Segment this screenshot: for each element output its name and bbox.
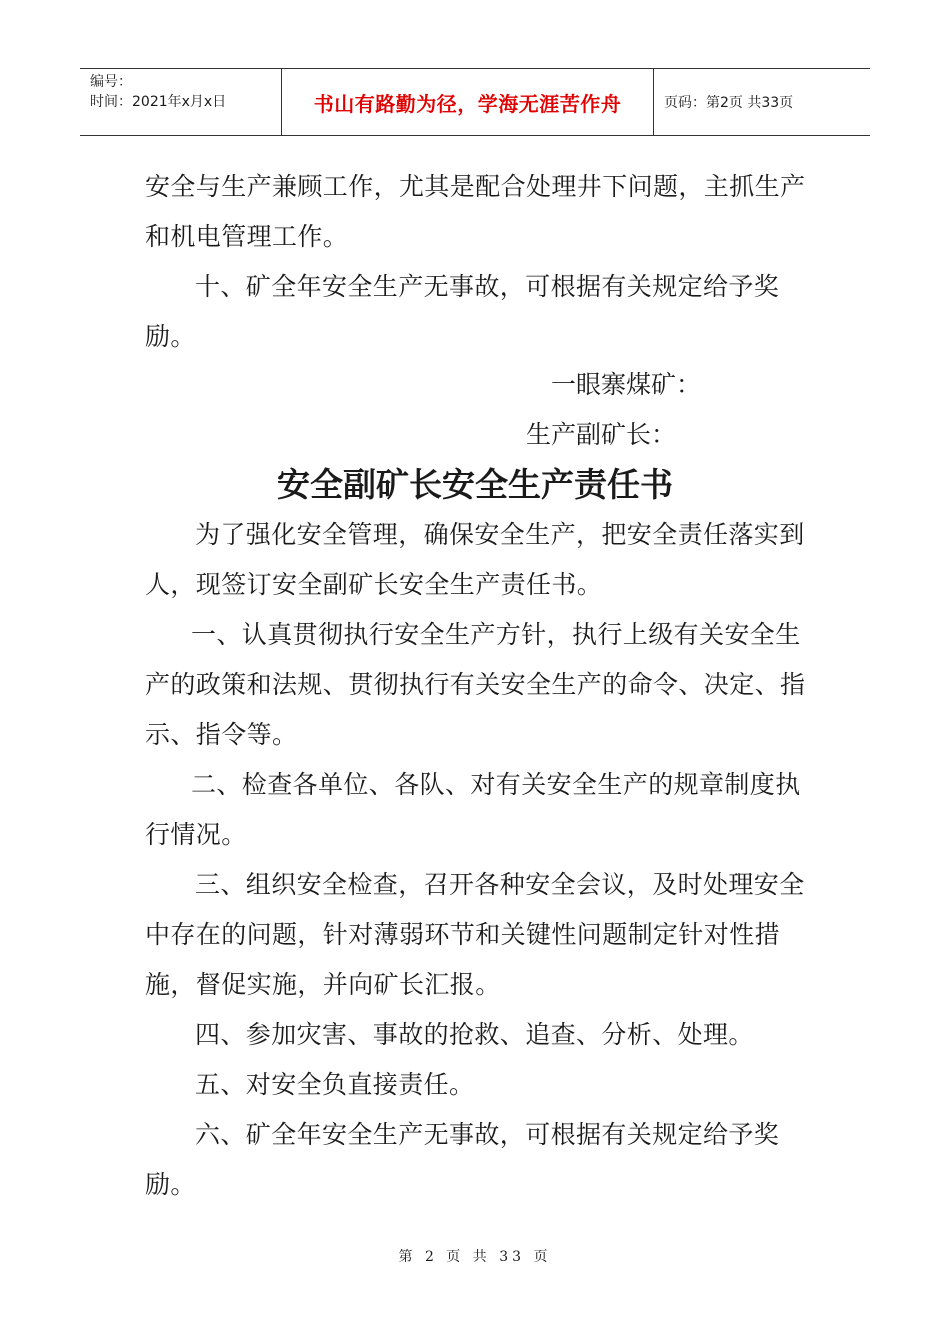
page-header xyxy=(80,68,870,136)
paragraph-continued: 安全与生产兼顾工作，尤其是配合处理井下问题，主抓生产和机电管理工作。 xyxy=(145,172,806,251)
paragraph-item-one: 一、认真贯彻执行安全生产方针，执行上级有关安全生产的政策和法规、贯彻执行有关安全生产的命令、决定、指示、指令等。 xyxy=(145,620,806,749)
header-time-label: 时间：2021年x月x日 xyxy=(90,94,227,110)
paragraph-item-three: 三、组织安全检查，召开各种安全会议，及时处理安全中存在的问题，针对薄弱环节和关键性问题制定针对性措施，督促实施，并向矿长汇报。 xyxy=(145,870,805,999)
document-title: 安全副矿长安全生产责任书 xyxy=(277,465,673,504)
page-footer: 第 2 页 共 33 页 xyxy=(398,1249,552,1265)
header-page-info: 页码：第2页 共33页 xyxy=(664,95,794,111)
paragraph-item-six: 六、矿全年安全生产无事故，可根据有关规定给予奖励。 xyxy=(145,1120,780,1199)
header-motto: 书山有路勤为径，学海无涯苦作舟 xyxy=(282,69,654,135)
paragraph-item-ten: 十、矿全年安全生产无事故，可根据有关规定给予奖励。 xyxy=(145,272,780,351)
signature-deputy: 生产副矿长： xyxy=(526,420,677,449)
paragraph-item-two: 二、检查各单位、各队、对有关安全生产的规章制度执行情况。 xyxy=(145,770,801,849)
paragraph-item-five: 五、对安全负直接责任。 xyxy=(195,1070,475,1099)
header-meta-cell xyxy=(80,69,282,135)
paragraph-item-four: 四、参加灾害、事故的抢救、追查、分析、处理。 xyxy=(195,1020,754,1049)
signature-mine: 一眼寨煤矿： xyxy=(551,370,702,399)
paragraph-intro: 为了强化安全管理，确保安全生产，把安全责任落实到人，现签订安全副矿长安全生产责任书。 xyxy=(145,520,805,599)
header-number-label: 编号： xyxy=(90,74,132,90)
